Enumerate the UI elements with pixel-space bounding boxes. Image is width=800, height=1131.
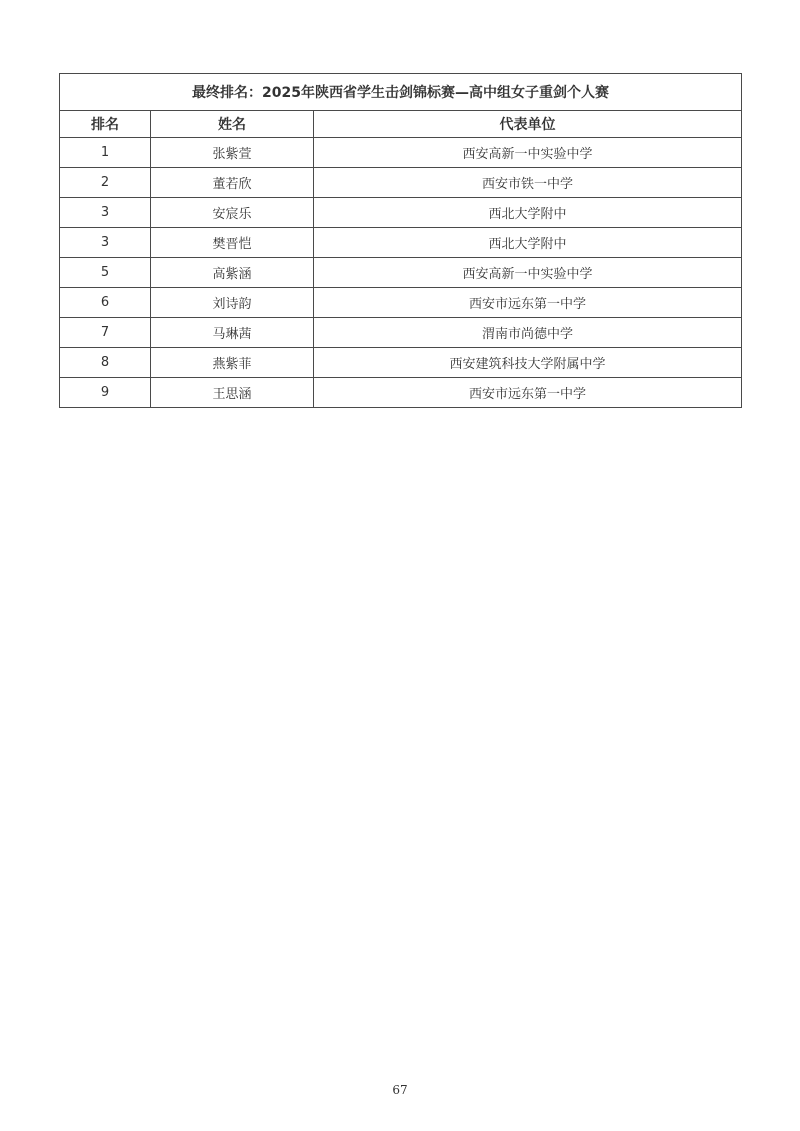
rank-cell: 8 xyxy=(60,348,151,378)
rank-cell: 5 xyxy=(60,258,151,288)
page-number: 67 xyxy=(392,1083,408,1097)
rank-cell: 3 xyxy=(60,228,151,258)
header-unit: 代表单位 xyxy=(314,111,742,138)
rank-cell: 7 xyxy=(60,318,151,348)
unit-cell: 渭南市尚德中学 xyxy=(314,318,742,348)
table-row xyxy=(60,228,742,258)
unit-cell: 西安高新一中实验中学 xyxy=(314,138,742,168)
name-cell: 马琳茜 xyxy=(151,318,314,348)
unit-cell: 西安市远东第一中学 xyxy=(314,378,742,408)
table-row xyxy=(60,378,742,408)
rank-cell: 6 xyxy=(60,288,151,318)
unit-cell: 西安建筑科技大学附属中学 xyxy=(314,348,742,378)
table-row xyxy=(60,258,742,288)
results-table xyxy=(59,73,742,408)
name-cell: 王思涵 xyxy=(151,378,314,408)
rank-cell: 2 xyxy=(60,168,151,198)
rank-cell: 1 xyxy=(60,138,151,168)
name-cell: 董若欣 xyxy=(151,168,314,198)
name-cell: 高紫涵 xyxy=(151,258,314,288)
table-row xyxy=(60,138,742,168)
table-row xyxy=(60,168,742,198)
table-row xyxy=(60,348,742,378)
table-title: 最终排名：2025年陕西省学生击剑锦标赛—高中组女子重剑个人赛 xyxy=(60,74,742,111)
table-title-row xyxy=(60,74,742,111)
unit-cell: 西安高新一中实验中学 xyxy=(314,258,742,288)
name-cell: 张紫萱 xyxy=(151,138,314,168)
table-row xyxy=(60,288,742,318)
rank-cell: 3 xyxy=(60,198,151,228)
header-rank: 排名 xyxy=(60,111,151,138)
unit-cell: 西安市铁一中学 xyxy=(314,168,742,198)
table-row xyxy=(60,198,742,228)
header-name: 姓名 xyxy=(151,111,314,138)
name-cell: 刘诗韵 xyxy=(151,288,314,318)
table-header-row xyxy=(60,111,742,138)
name-cell: 安宸乐 xyxy=(151,198,314,228)
rank-cell: 9 xyxy=(60,378,151,408)
unit-cell: 西北大学附中 xyxy=(314,228,742,258)
name-cell: 燕紫菲 xyxy=(151,348,314,378)
name-cell: 樊晋恺 xyxy=(151,228,314,258)
table-row xyxy=(60,318,742,348)
unit-cell: 西安市远东第一中学 xyxy=(314,288,742,318)
unit-cell: 西北大学附中 xyxy=(314,198,742,228)
